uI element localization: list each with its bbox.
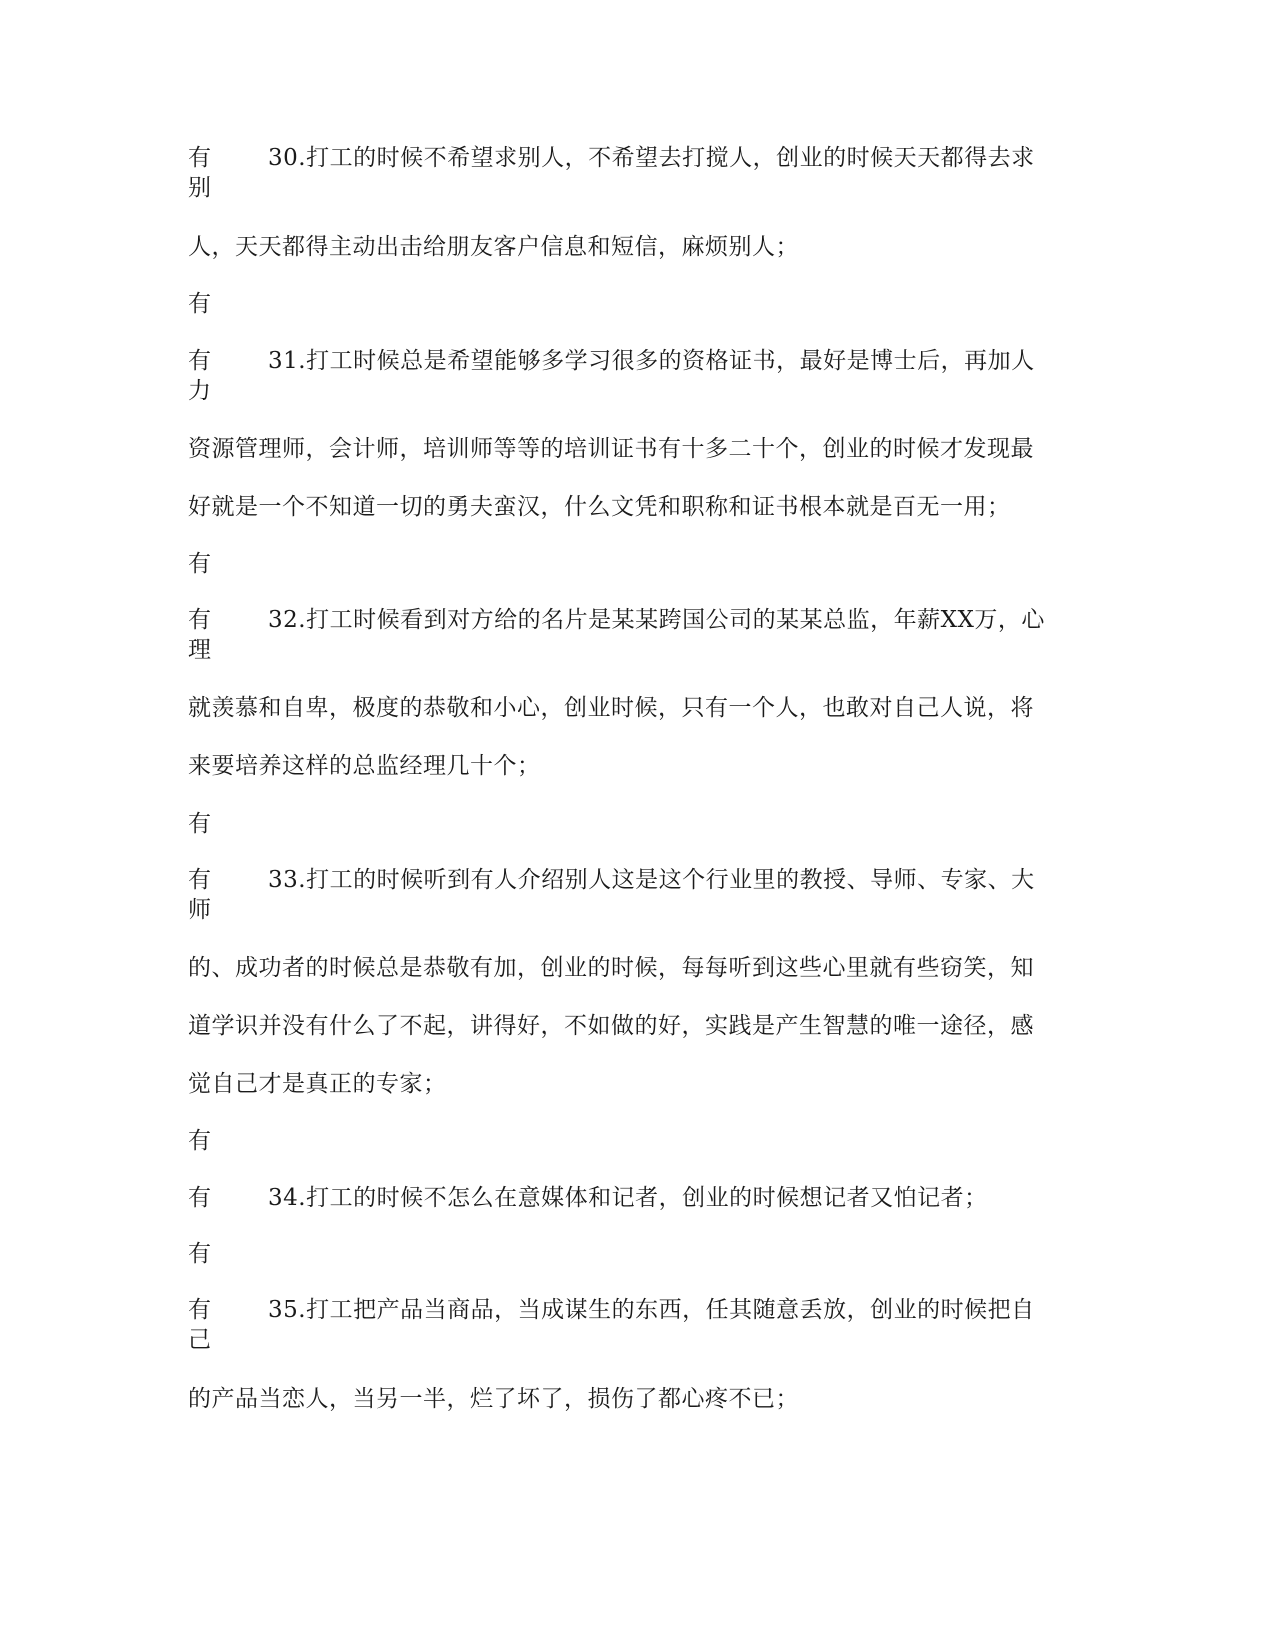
separator-marker: 有 <box>188 1128 211 1154</box>
line-marker: 有 <box>188 1297 211 1323</box>
line-marker: 有 <box>188 1185 211 1211</box>
paragraph-30-line-2: 人，天天都得主动出击给朋友客户信息和短信，麻烦别人； <box>188 234 799 260</box>
paragraph-34-line-1: 34.打工的时候不怎么在意媒体和记者，创业的时候想记者又怕记者； <box>268 1185 988 1211</box>
line-marker: 有 <box>188 607 211 633</box>
separator-marker: 有 <box>188 291 211 317</box>
paragraph-33-line-2: 的、成功者的时候总是恭敬有加，创业的时候，每每听到这些心里就有些窃笑，知 <box>188 955 1034 981</box>
paragraph-31-line-3: 好就是一个不知道一切的勇夫蛮汉，什么文凭和职称和证书根本就是百无一用； <box>188 494 1011 520</box>
wrap-char: 师 <box>188 897 211 923</box>
paragraph-35-line-1: 35.打工把产品当商品，当成谋生的东西，任其随意丢放，创业的时候把自 <box>268 1297 1035 1323</box>
wrap-char: 力 <box>188 378 211 404</box>
paragraph-30-line-1: 30.打工的时候不希望求别人，不希望去打搅人，创业的时候天天都得去求 <box>268 145 1035 171</box>
paragraph-32-line-1: 32.打工时候看到对方给的名片是某某跨国公司的某某总监，年薪XX万，心 <box>268 607 1045 633</box>
paragraph-31-line-2: 资源管理师，会计师，培训师等等的培训证书有十多二十个，创业的时候才发现最 <box>188 436 1034 462</box>
separator-marker: 有 <box>188 551 211 577</box>
paragraph-31-line-1: 31.打工时候总是希望能够多学习很多的资格证书，最好是博士后，再加人 <box>268 348 1035 374</box>
separator-marker: 有 <box>188 1241 211 1267</box>
line-marker: 有 <box>188 867 211 893</box>
paragraph-33-line-1: 33.打工的时候听到有人介绍别人这是这个行业里的教授、导师、专家、大 <box>268 867 1035 893</box>
paragraph-32-line-3: 来要培养这样的总监经理几十个； <box>188 753 541 779</box>
wrap-char: 理 <box>188 637 211 663</box>
wrap-char: 己 <box>188 1327 211 1353</box>
paragraph-32-line-2: 就羡慕和自卑，极度的恭敬和小心，创业时候，只有一个人，也敢对自己人说，将 <box>188 695 1034 721</box>
separator-marker: 有 <box>188 811 211 837</box>
paragraph-33-line-3: 道学识并没有什么了不起，讲得好，不如做的好，实践是产生智慧的唯一途径，感 <box>188 1013 1034 1039</box>
wrap-char: 别 <box>188 175 211 201</box>
line-marker: 有 <box>188 348 211 374</box>
paragraph-35-line-2: 的产品当恋人，当另一半，烂了坏了，损伤了都心疼不已； <box>188 1386 799 1412</box>
paragraph-33-line-4: 觉自己才是真正的专家； <box>188 1071 447 1097</box>
line-marker: 有 <box>188 145 211 171</box>
